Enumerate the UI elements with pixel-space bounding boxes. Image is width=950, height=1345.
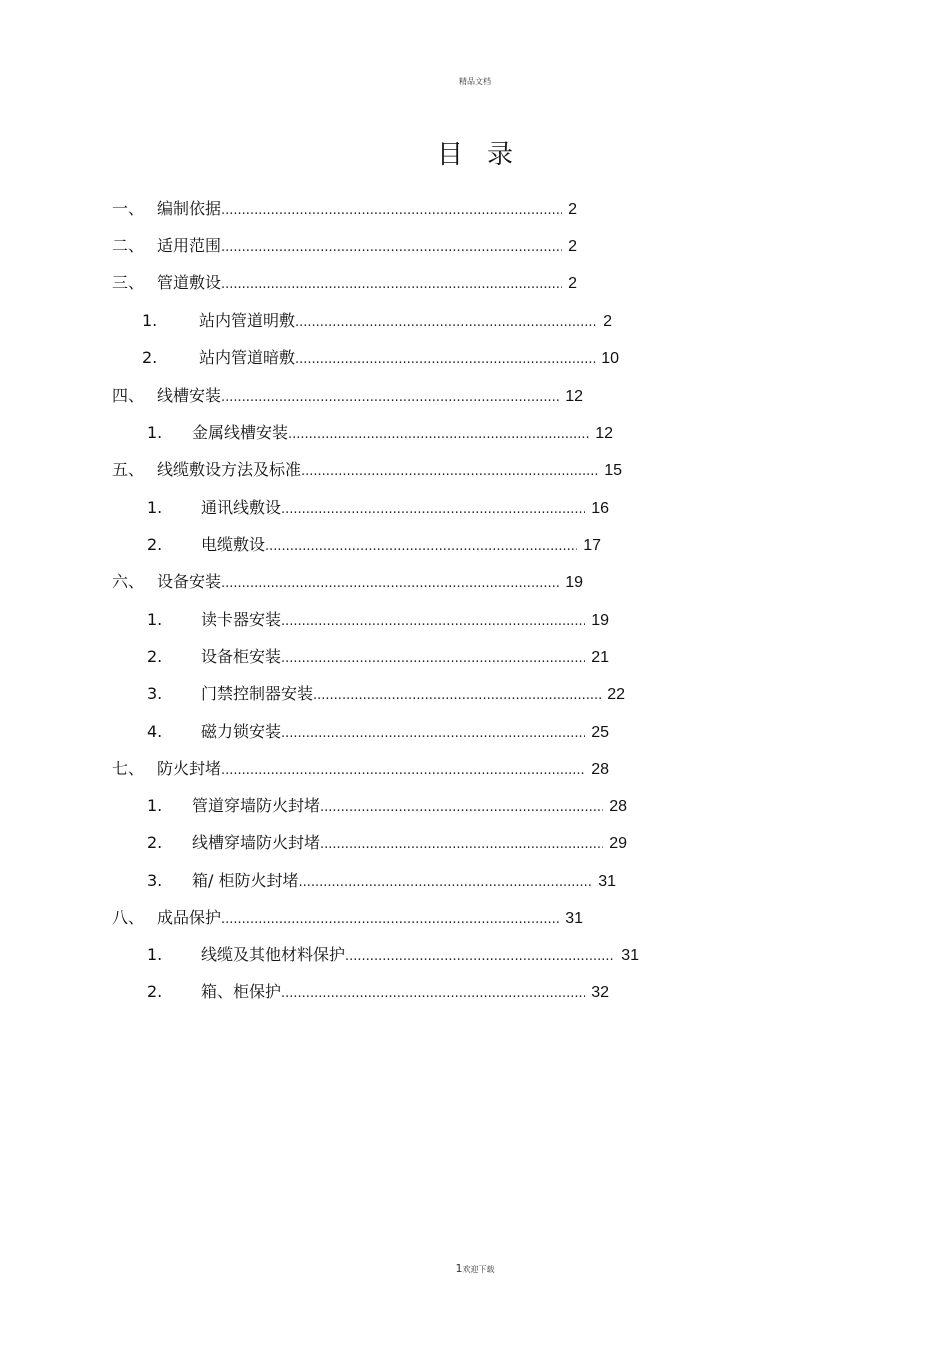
toc-entry-page: 2 (568, 275, 577, 292)
toc-entry-body (199, 346, 619, 372)
toc-entry-title: 门禁控制器安装 (201, 684, 314, 703)
toc-entry-number: 1. (142, 311, 158, 330)
toc-entry-page: 10 (601, 350, 619, 367)
toc-entry-page: 2 (568, 238, 577, 255)
toc-entry-title: 磁力锁安装 (201, 722, 282, 741)
toc-entry-page: 28 (591, 761, 609, 778)
toc-entry-number: 4. (147, 722, 163, 741)
toc-entry-title: 通讯线敷设 (201, 498, 282, 517)
toc-entry-number: 八、 (112, 908, 145, 927)
toc-entry-page: 21 (591, 649, 609, 666)
toc-dot-leader (345, 945, 615, 969)
toc-dot-leader (288, 423, 589, 447)
toc-entry-body (201, 980, 609, 1006)
toc-entry-title: 编制依据 (157, 199, 222, 218)
toc-entry-number: 2. (147, 833, 163, 852)
toc-entry-title: 成品保护 (157, 908, 222, 927)
toc-entry-page: 32 (591, 984, 609, 1001)
page-number: 1 (455, 1262, 463, 1275)
toc-entry-body (192, 831, 627, 857)
toc-dot-leader (281, 647, 585, 671)
toc-entry-body (157, 234, 577, 260)
toc-entry-number: 三、 (112, 273, 145, 292)
toc-entry-body (201, 645, 609, 671)
toc-dot-leader (221, 273, 562, 297)
toc-entry-title: 线缆及其他材料保护 (201, 945, 346, 964)
toc-entry-body (192, 794, 627, 820)
toc-entry-body (157, 570, 583, 596)
toc-entry-title: 设备安装 (157, 572, 222, 591)
toc-dot-leader (221, 386, 559, 410)
toc-entry-number: 1. (147, 945, 163, 964)
toc-entry-title: 读卡器安装 (201, 610, 282, 629)
toc-entry-body (201, 943, 639, 969)
toc-entry-body (201, 533, 601, 559)
toc-entry-body (201, 496, 609, 522)
toc-dot-leader (221, 236, 562, 260)
toc-dot-leader (320, 796, 603, 820)
toc-dot-leader (281, 722, 585, 746)
toc-entry-page: 31 (598, 873, 616, 890)
toc-entry-body (157, 197, 577, 223)
toc-entry-number: 3. (147, 871, 163, 890)
toc-entry-title: 适用范围 (157, 236, 222, 255)
toc-entry-body (157, 757, 609, 783)
toc-entry-title: 防火封堵 (157, 759, 222, 778)
toc-dot-leader (221, 199, 562, 223)
toc-entry-page: 12 (565, 388, 583, 405)
toc-entry-title: 线槽安装 (157, 386, 222, 405)
page-footer (0, 1262, 950, 1275)
toc-entry-body (192, 869, 616, 895)
toc-entry-number: 1. (147, 423, 163, 442)
toc-dot-leader (281, 498, 585, 522)
toc-entry-number: 1. (147, 610, 163, 629)
toc-entry-title: 站内管道暗敷 (199, 348, 296, 367)
toc-entry-page: 2 (603, 313, 612, 330)
toc-entry-body (157, 458, 622, 484)
toc-entry-number: 一、 (112, 199, 145, 218)
toc-entry-title: 设备柜安装 (201, 647, 282, 666)
toc-entry-page: 15 (604, 462, 622, 479)
toc-entry-page: 12 (595, 425, 613, 442)
toc-entry-title: 电缆敷设 (201, 535, 266, 554)
toc-entry-page: 16 (591, 500, 609, 517)
toc-entry-number: 1. (147, 796, 163, 815)
toc-dot-leader (298, 871, 592, 895)
toc-entry-body (192, 421, 613, 447)
toc-entry-body (199, 309, 612, 335)
toc-entry-number: 二、 (112, 236, 145, 255)
toc-entry-title: 箱、柜保护 (201, 982, 282, 1001)
header-note: 精品文档 (459, 77, 491, 86)
toc-entry-number: 2. (147, 647, 163, 666)
toc-entry-body (201, 608, 609, 634)
toc-entry-page: 31 (621, 947, 639, 964)
toc-dot-leader (281, 982, 585, 1006)
toc-entry-number: 七、 (112, 759, 145, 778)
toc-entry-number: 2. (142, 348, 158, 367)
toc-entry-body (157, 271, 577, 297)
toc-dot-leader (295, 348, 595, 372)
footer-note: 欢迎下载 (462, 1265, 495, 1274)
toc-entry-number: 四、 (112, 386, 145, 405)
toc-entry-title: 管道穿墙防火封堵 (192, 796, 321, 815)
toc-entry-page: 19 (591, 612, 609, 629)
toc-entry-page: 19 (565, 574, 583, 591)
toc-entry-number: 3. (147, 684, 163, 703)
toc-dot-leader (281, 610, 585, 634)
toc-entry-title: 站内管道明敷 (199, 311, 296, 330)
toc-entry-page: 17 (583, 537, 601, 554)
toc-entry-page: 31 (565, 910, 583, 927)
toc-dot-leader (295, 311, 597, 335)
toc-dot-leader (313, 684, 601, 708)
toc-entry-number: 2. (147, 982, 163, 1001)
toc-dot-leader (221, 759, 585, 783)
toc-entry-page: 22 (607, 686, 625, 703)
toc-entry-number: 2. (147, 535, 163, 554)
toc-entry-number: 六、 (112, 572, 145, 591)
toc-entry-title: 金属线槽安装 (192, 423, 289, 442)
toc-entry-title: 线槽穿墙防火封堵 (192, 833, 321, 852)
toc-entry-title: 箱/ 柜防火封堵 (192, 871, 299, 890)
toc-dot-leader (221, 908, 559, 932)
toc-entry-title: 管道敷设 (157, 273, 222, 292)
toc-entry-page: 29 (609, 835, 627, 852)
toc-entry-page: 2 (568, 201, 577, 218)
toc-entry-body (201, 720, 609, 746)
toc-entry-page: 25 (591, 724, 609, 741)
toc-entry-body (157, 906, 583, 932)
toc-dot-leader (221, 572, 559, 596)
toc-dot-leader (265, 535, 577, 559)
toc-dot-leader (301, 460, 598, 484)
toc-entry-body (157, 384, 583, 410)
toc-entry-body (201, 682, 625, 708)
toc-dot-leader (320, 833, 603, 857)
toc-title: 目录 (436, 140, 537, 170)
toc-entry-title: 线缆敷设方法及标准 (157, 460, 302, 479)
toc-entry-number: 1. (147, 498, 163, 517)
toc-entry-page: 28 (609, 798, 627, 815)
toc-entry-number: 五、 (112, 460, 145, 479)
